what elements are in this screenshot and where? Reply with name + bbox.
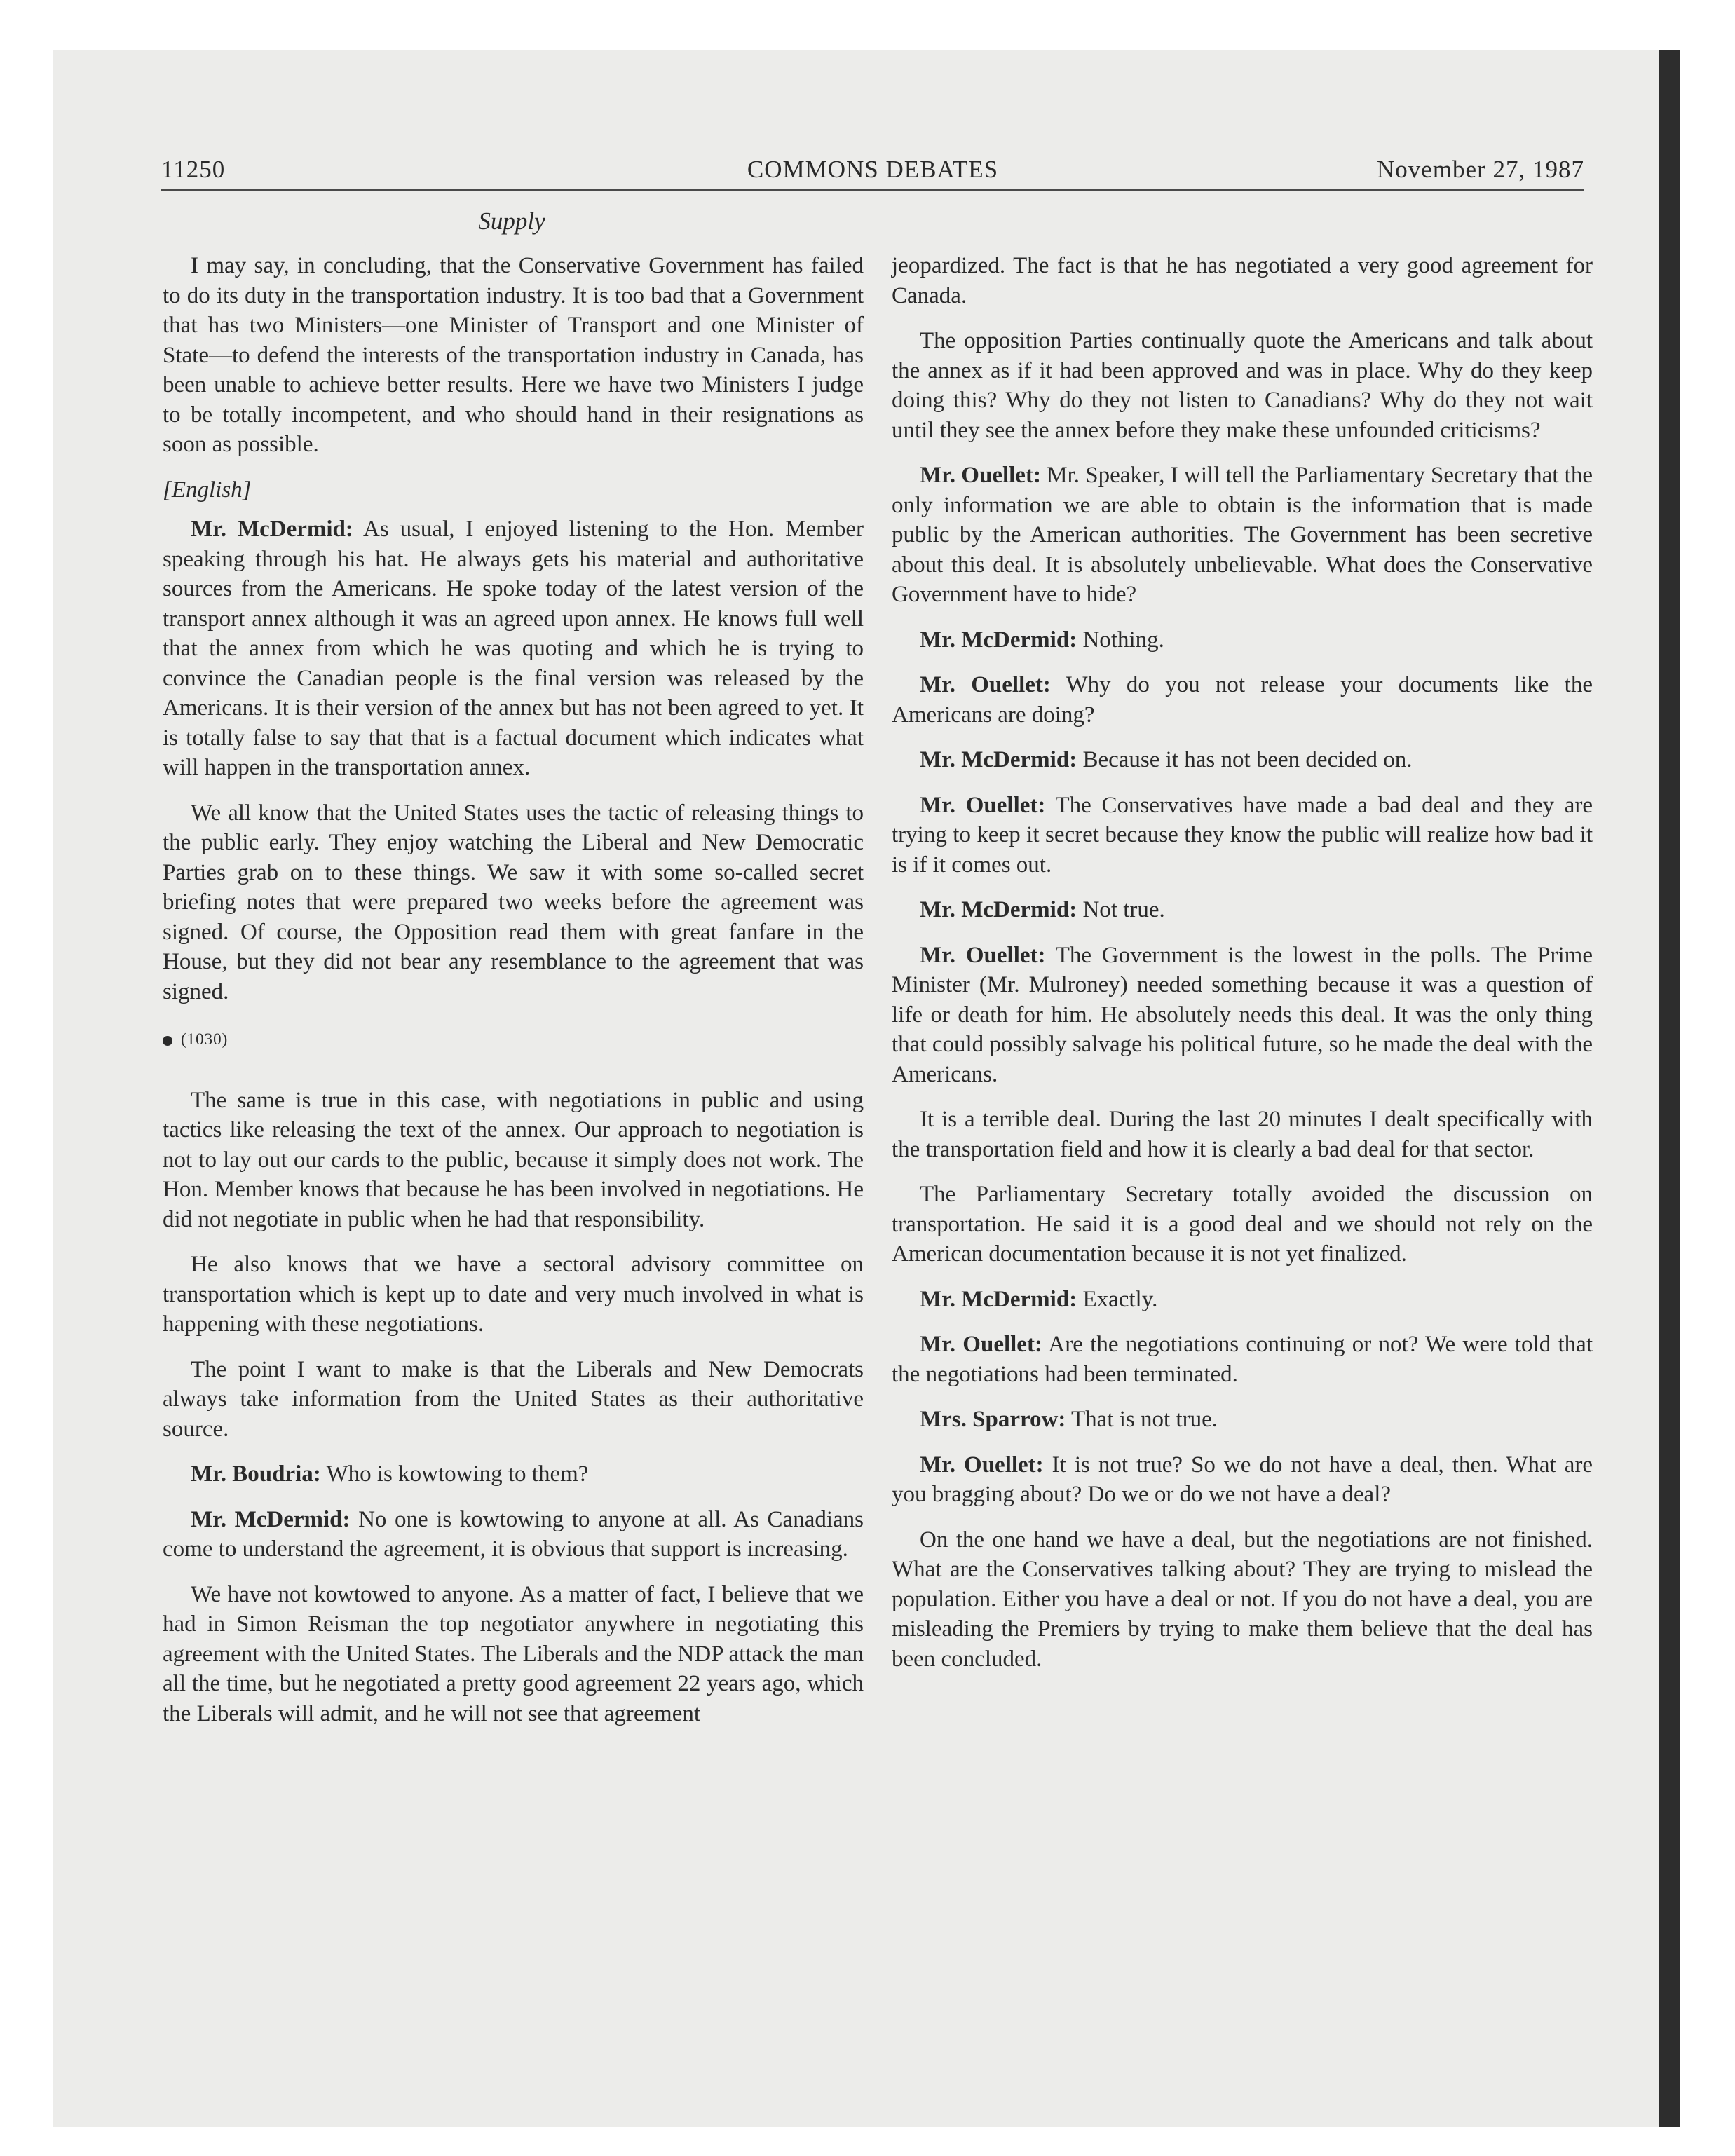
body-paragraph: The same is true in this case, with negotiations in public and using tactics like releasing the text of the annex. Our approach to negotiation is not to lay out our cards to the public, because it simply does not work. The Hon. Member knows that because he has been involved in negotiations. He did not negotiate in public when he had that responsibility. [163,1087,864,1232]
speaker-name: Mr. McDermid: [920,1286,1077,1312]
header-rule [161,189,1584,191]
continued-paragraph: jeopardized. The fact is that he has negotiated a very good agreement for Canada. [892,253,1593,308]
speaker-name: Mr. Ouellet: [920,463,1041,488]
speech-text: It is not true? So we do not have a deal, then. What are you bragging about? Do we or do we not have a deal? [892,1452,1593,1507]
speech-text: The Conservatives have made a bad deal and they are trying to keep it secret because they know the public will realize how bad it is if it comes out. [892,792,1593,878]
speech-text: Because it has not been decided on. [1077,747,1413,772]
speech-text: As usual, I enjoyed listening to the Hon. Member speaking through his hat. He always gets his material and authoritative sources from the Americans. He spoke today of the latest version of the transport annex although it was an agreed upon annex. He knows full well that the annex from which he was quoting and which he is trying to convince the Canadian people is the final version was released by the Americans. It is their version of the annex but has not been agreed to yet. It is totally false to say that that is a factual document which indicates what will happen in the transportation annex. [163,517,864,780]
speech-paragraph [163,514,864,783]
publication-date: November 27, 1987 [1377,156,1584,183]
speech-paragraph [892,670,1593,730]
body-paragraph: We all know that the United States uses the tactic of releasing things to the public early. They enjoy watching the Liberal and New Democratic Parties grab on to these things. We saw it with some so-called secret briefing notes that were prepared two weeks before the agreement was signed. Of course, the Opposition read them with great fanfare in the House, but they did not bear any resemblance to the agreement that was signed. [163,800,864,1004]
speech-paragraph [892,625,1593,655]
section-title: Supply [478,207,545,235]
body-paragraph: I may say, in concluding, that the Conservative Government has failed to do its duty in the transportation industry. It is too bad that a Government that has two Ministers—one Minister of Transport and one Minister of State—to defend the interests of the transportation industry in Canada, has been unable to achieve better results. Here we have two Ministers I judge to be totally incompetent, and who should hand in their resignations as soon as possible. [163,253,864,457]
language-marker: [English] [163,477,252,503]
speaker-name: Mr. McDermid: [920,747,1077,772]
speaker-name: Mr. McDermid: [191,1506,351,1532]
bullet-icon [163,1036,172,1046]
speech-paragraph [892,895,1593,925]
speech-text: Not true. [1077,897,1165,922]
speaker-name: Mr. Ouellet: [920,672,1051,697]
page-number: 11250 [161,156,226,183]
binding-edge [1659,50,1680,2127]
body-paragraph: The Parliamentary Secretary totally avoided the discussion on transportation. He said it is a good deal and we should not rely on the American documentation because it is not yet finalized. [892,1182,1593,1267]
publication-title: COMMONS DEBATES [747,156,999,183]
speech-text: No one is kowtowing to anyone at all. As Canadians come to understand the agreement, it is obvious that support is increasing. [163,1506,864,1562]
body-paragraph: The point I want to make is that the Liberals and New Democrats always take information from the United States as their authoritative source. [163,1356,864,1442]
speech-text: Exactly. [1077,1286,1158,1312]
speech-paragraph [892,1405,1593,1435]
speaker-name: Mr. Ouellet: [920,792,1046,818]
speech-text: Nothing. [1077,627,1164,653]
speaker-name: Mr. McDermid: [920,627,1077,653]
speaker-name: Mr. Ouellet: [920,1332,1042,1357]
speech-text: The Government is the lowest in the polls. The Prime Minister (Mr. Mulroney) needed something because it was a question of life or death for him. He absolutely needs this deal. It was the only thing that could possibly salvage his political future, so he made the deal with the Americans. [892,942,1593,1087]
speech-paragraph [892,460,1593,610]
speech-paragraph [892,1450,1593,1510]
speaker-name: Mr. Boudria: [191,1461,321,1487]
body-paragraph: The opposition Parties continually quote the Americans and talk about the annex as if it had been approved and was in place. Why do they keep doing this? Why do they not listen to Canadians? Why do they not wait until they see the annex before they make these unfounded criticisms? [892,328,1593,443]
body-paragraph: On the one hand we have a deal, but the negotiations are not finished. What are the Conservatives talking about? They are trying to mislead the population. Either you have a deal or not. If you do not have a deal, you are misleading the Premiers by trying to make them believe that the deal has been concluded. [892,1527,1593,1672]
speech-paragraph [892,941,1593,1090]
speech-paragraph [892,1285,1593,1315]
speaker-name: Mr. McDermid: [191,517,353,542]
body-paragraph: He also knows that we have a sectoral advisory committee on transportation which is kept up to date and very much involved in what is happening with these negotiations. [163,1252,864,1337]
body-paragraph: It is a terrible deal. During the last 20 minutes I dealt specifically with the transportation field and how it is clearly a bad deal for that sector. [892,1107,1593,1162]
speech-text: Who is kowtowing to them? [320,1461,589,1487]
speech-paragraph [163,1505,864,1564]
right-column [892,251,1593,1689]
speech-text: Why do you not release your documents like the Americans are doing? [892,672,1593,728]
speaker-name: Mrs. Sparrow: [920,1407,1066,1432]
page-header [161,156,1584,191]
speech-text: Mr. Speaker, I will tell the Parliamentary Secretary that the only information we are able to obtain is the information that is made public by the American authorities. The Government has been secretive about this deal. It is absolutely unbelievable. What does the Conservative Government have to hide? [892,463,1593,607]
time-stamp [163,1025,864,1055]
speaker-name: Mr. Ouellet: [920,1452,1044,1478]
speech-paragraph [892,791,1593,880]
speech-paragraph [892,745,1593,775]
speech-text: Are the negotiations continuing or not? We were told that the negotiations had been terminated. [892,1332,1593,1387]
speech-paragraph [892,1330,1593,1389]
speaker-name: Mr. Ouellet: [920,942,1046,968]
speech-text: That is not true. [1066,1407,1218,1432]
left-column [163,251,864,1744]
speaker-name: Mr. McDermid: [920,897,1077,922]
body-paragraph: We have not kowtowed to anyone. As a matter of fact, I believe that we had in Simon Reisman the top negotiator anywhere in negotiating this agreement with the United States. The Liberals and the NDP attack the man all the time, but he negotiated a pretty good agreement 22 years ago, which the Liberals will admit, and he will not see that agreement [163,1581,864,1726]
time-stamp-text: (1030) [181,1030,229,1048]
speech-paragraph [163,1459,864,1489]
